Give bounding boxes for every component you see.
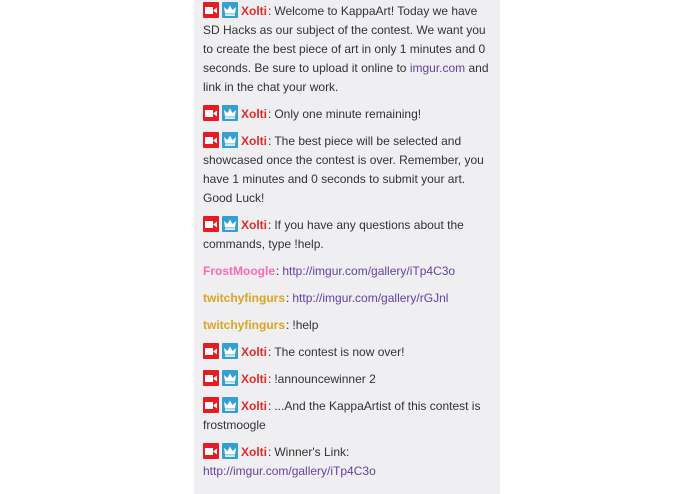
chat-message [203,370,492,389]
chat-message [203,105,492,124]
broadcaster-camera-icon[interactable] [203,343,219,359]
broadcaster-camera-icon[interactable] [203,370,219,386]
message-link[interactable]: imgur.com [409,61,466,75]
broadcaster-camera-icon[interactable] [203,132,219,148]
message-separator: : [268,107,272,121]
moderator-crown-icon[interactable] [222,443,238,459]
moderator-crown-icon[interactable] [222,105,238,121]
chat-username[interactable]: Xolti [241,445,267,459]
moderator-crown-icon[interactable] [222,132,238,148]
message-separator: : [276,264,280,278]
message-separator: : [268,4,272,18]
message-separator: : [286,291,290,305]
broadcaster-camera-icon[interactable] [203,397,219,413]
message-separator: : [268,445,272,459]
moderator-crown-icon[interactable] [222,370,238,386]
message-separator: : [268,218,272,232]
message-separator: : [268,399,272,413]
chat-username[interactable]: Xolti [241,399,267,413]
chat-message [203,397,492,435]
chat-username[interactable]: Xolti [241,372,267,386]
message-text: Welcome to KappaArt! Today we have SD Hacks as our subject of the contest. We want you to create the best piece of art in only 1 minutes and 0 seconds. Be sure to upload it online to [203,4,486,75]
message-link[interactable]: http://imgur.com/gallery/iTp4C3o [282,264,456,278]
broadcaster-camera-icon[interactable] [203,105,219,121]
chat-message [203,216,492,254]
chat-username[interactable]: Xolti [241,107,267,121]
message-separator: : [268,134,272,148]
chat-message [203,343,492,362]
moderator-crown-icon[interactable] [222,216,238,232]
moderator-crown-icon[interactable] [222,397,238,413]
broadcaster-camera-icon[interactable] [203,443,219,459]
chat-username[interactable]: twitchyfingurs [203,291,286,305]
message-text: The contest is now over! [274,345,405,359]
message-link[interactable]: http://imgur.com/gallery/iTp4C3o [203,464,376,478]
message-text: The best piece will be selected and showcased once the contest is over. Remember, you have 1 minutes and 0 seconds to submit your art. Good Luck! [203,134,484,205]
moderator-crown-icon[interactable] [222,2,238,18]
moderator-crown-icon[interactable] [222,343,238,359]
chat-message [203,2,492,97]
chat-message [203,132,492,208]
message-text: Only one minute remaining! [274,107,422,121]
message-separator: : [268,345,272,359]
chat-message [203,289,492,308]
chat-username[interactable]: Xolti [241,4,267,18]
message-separator: : [268,372,272,386]
chat-message [203,262,492,281]
chat-username[interactable]: Xolti [241,218,267,232]
message-text: ...And the KappaArtist of this contest is frostmoogle [203,399,481,432]
message-text: !help [292,318,319,332]
message-separator: : [286,318,290,332]
chat-message [203,316,492,335]
message-text: Winner's Link: [274,445,350,459]
chat-message [203,443,492,481]
chat-username[interactable]: twitchyfingurs [203,318,286,332]
broadcaster-camera-icon[interactable] [203,216,219,232]
message-text: If you have any questions about the commands, type !help. [203,218,464,251]
chat-username[interactable]: Xolti [241,345,267,359]
chat-username[interactable]: FrostMoogle [203,264,275,278]
message-link[interactable]: http://imgur.com/gallery/rGJnl [292,291,449,305]
chat-messages-panel [194,0,500,494]
broadcaster-camera-icon[interactable] [203,2,219,18]
chat-username[interactable]: Xolti [241,134,267,148]
message-text: !announcewinner 2 [274,372,376,386]
message-text-continued: and link in the chat your work. [203,61,489,94]
